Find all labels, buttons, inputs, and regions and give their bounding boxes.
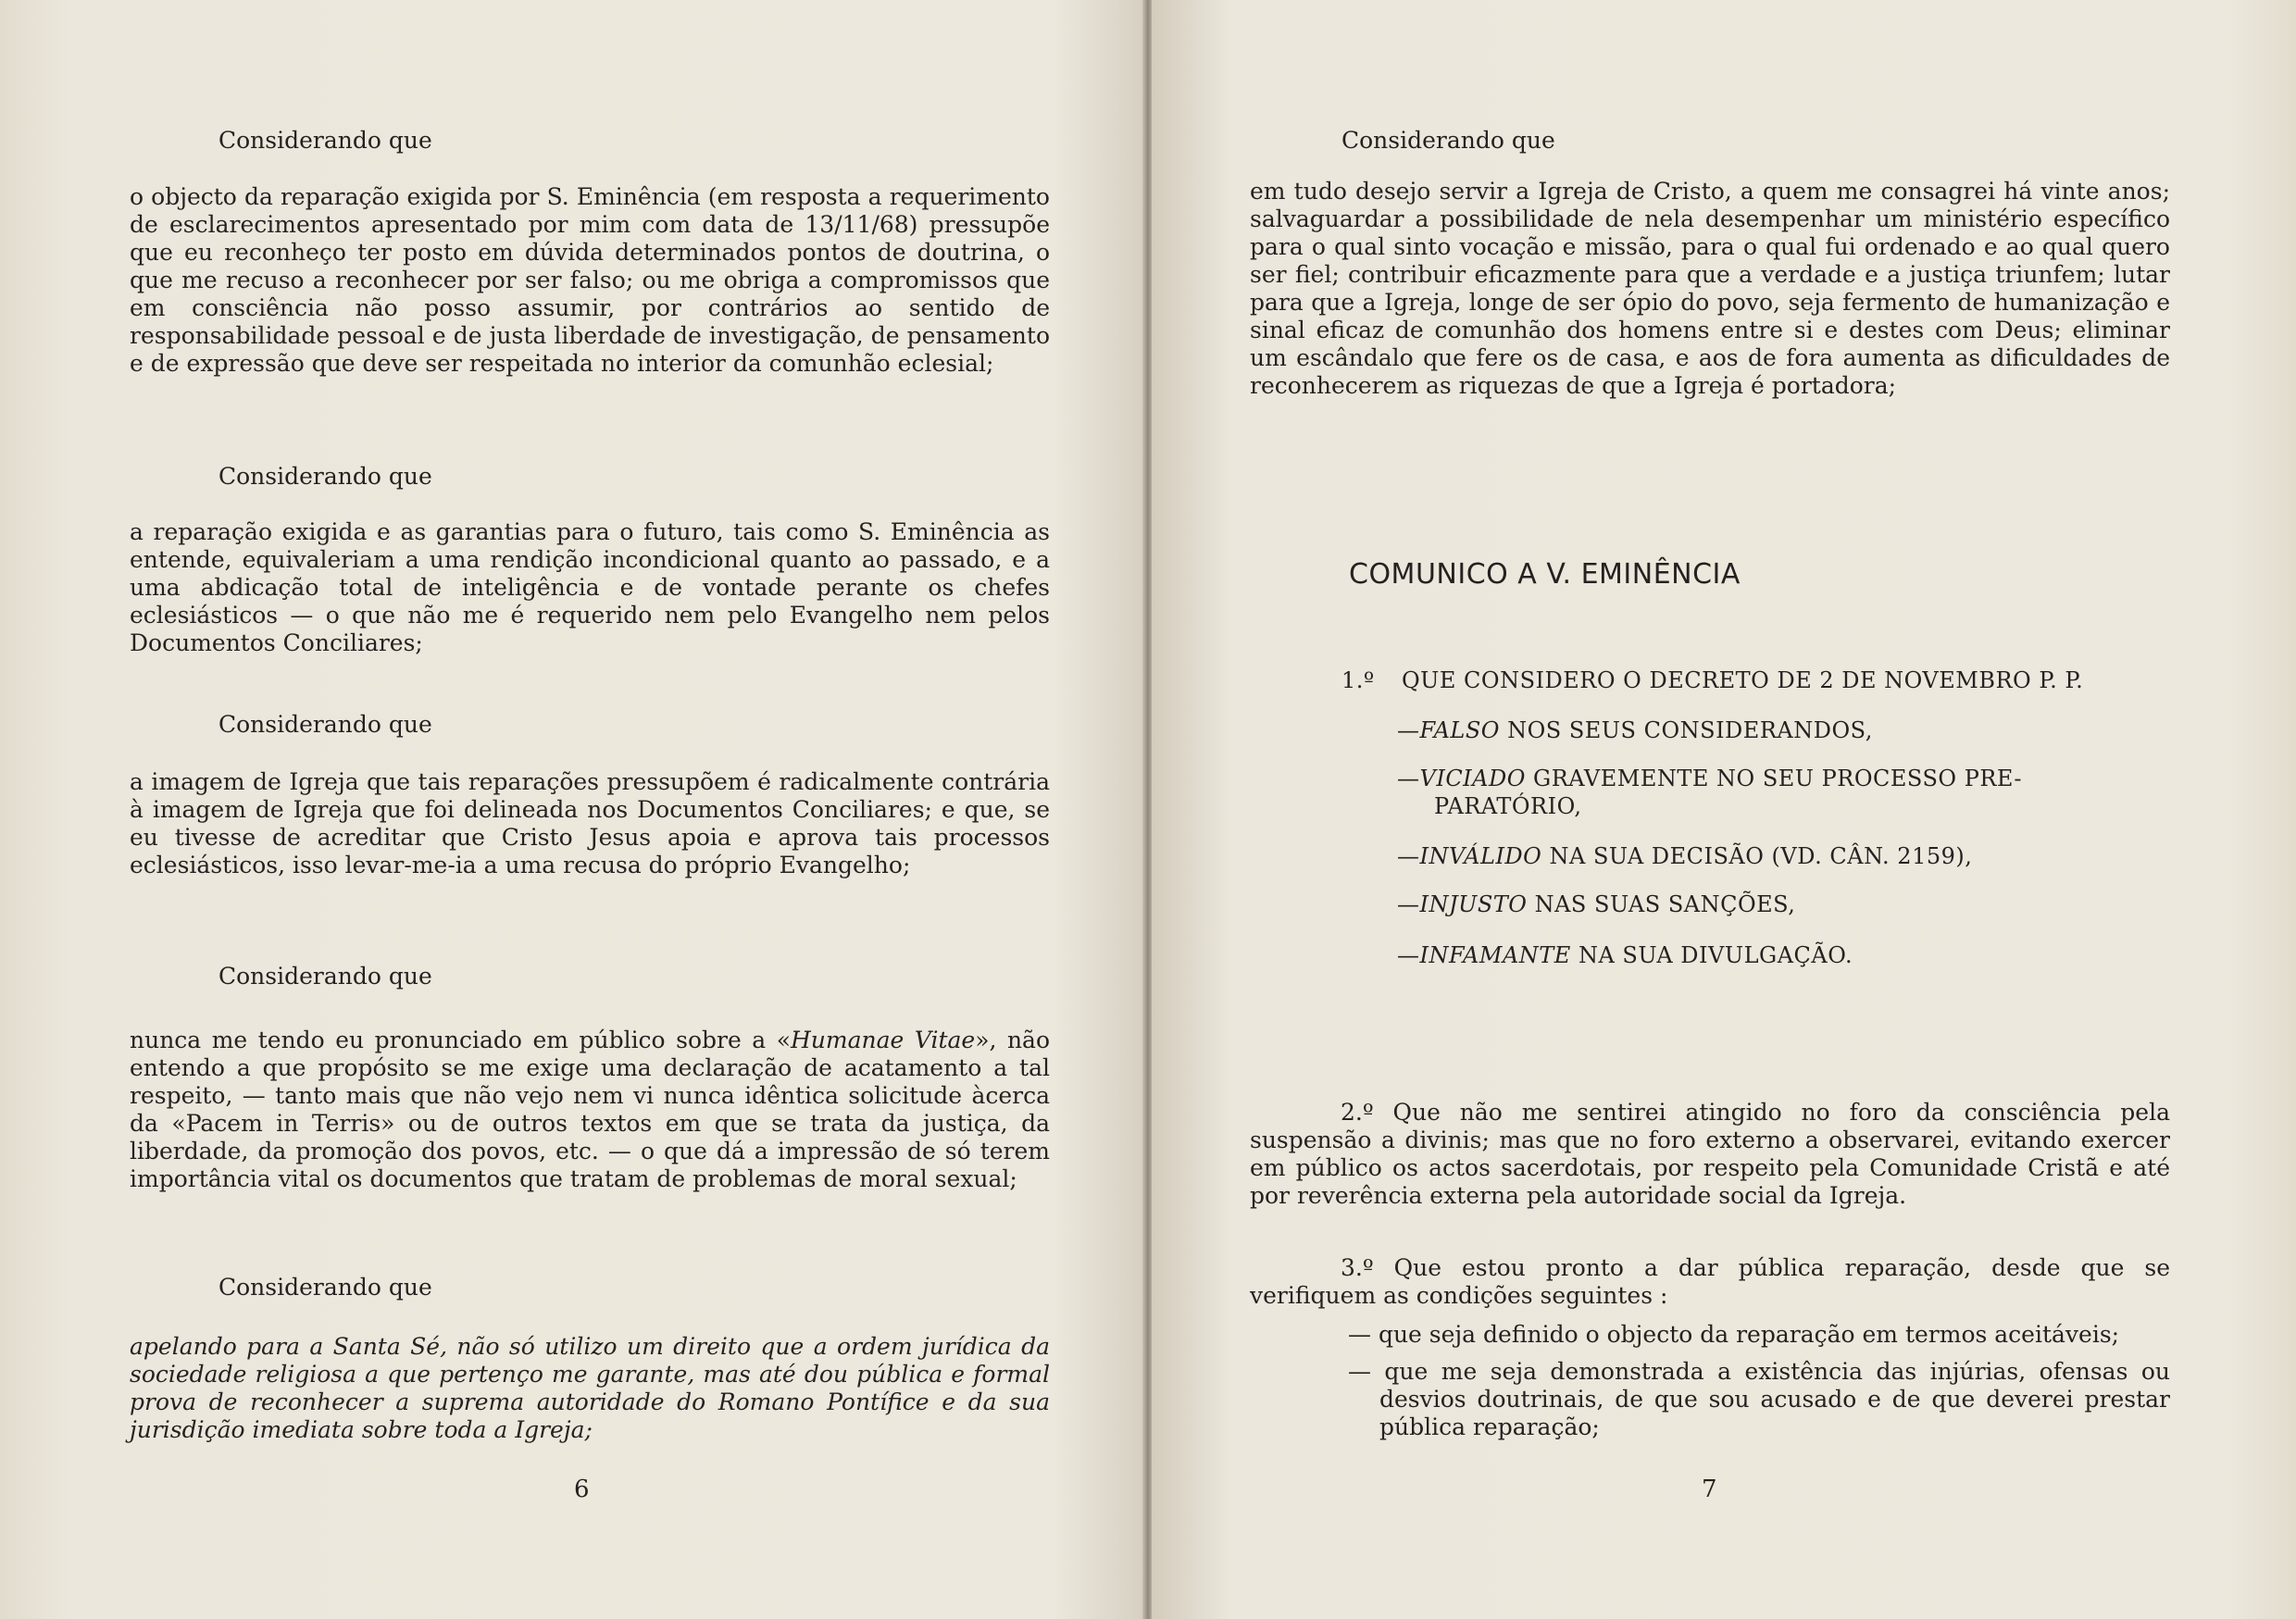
section-title: COMUNICO A V. EMINÊNCIA (1349, 558, 1741, 591)
point-2: 2.º Que não me sentirei atingido no foro da consciência pela suspensão a divinis; mas que no foro externo a observarei, evitando exercer em público os actos sacerdotais, por respeito pela Comunidade Cristã e até por reverência externa pela autoridade social da Igreja. (1250, 1099, 2170, 1209)
considerando-text-5: apelando para a Santa Sé, não só utilizo um direito que a ordem jurídica da sociedade religiosa a que pertenço me garante, mas até dou pública e formal prova de reconhecer a suprema autoridade do Romano Pontífice e da sua jurisdição imediata sobre toda a Igreja; (130, 1333, 1050, 1443)
point-1-item-injusto: —INJUSTO NAS SUAS SANÇÕES, (1397, 891, 1796, 917)
considerando-text-2: a reparação exigida e as garantias para o futuro, tais como S. Eminência as entende, equivaleriam a uma rendição incondicional quanto ao passado, e a uma abdicação total de inteligência e de vontade perante os chefes eclesiásticos — o que não me é requerido nem pelo Evangelho nem pelos Documentos Conciliares; (130, 518, 1050, 656)
text-4-part-b: », não entendo a que propósito se me exige uma declaração de acatamento a tal respeito, — tanto mais que não vejo nem vi nunca idêntica solicitude àcerca da «Pacem in Terris» ou de outros textos em que se trata da justiça, da liberdade, da promoção dos povos, etc. — o que dá a impressão de só terem importância vital os documentos que tratam de problemas de moral sexual; (130, 1027, 1051, 1192)
left-page (0, 0, 1144, 1619)
considerando-text-1: o objecto da reparação exigida por S. Eminência (em resposta a requerimento de esclarecimentos apresentado por mim com data de 13/11/68) pressupõe que eu reconheço ter posto em dúvida determinados pontos de doutrina, o que me recuso a reconhecer por ser falso; ou me obriga a compromissos que em consciência não posso assumir, por contrários ao sentido de responsabilidade pessoal e de justa liberdade de investigação, de pensamento e de expressão que deve ser respeitada no interior da comunhão eclesial; (130, 183, 1050, 377)
point-1-item-viciado: —VICIADO GRAVEMENTE NO SEU PROCESSO PRE- (1397, 766, 2022, 791)
right-page (1152, 0, 2296, 1619)
considerando-text-3: a imagem de Igreja que tais reparações pressupõem é radicalmente contrária à imagem de Igreja que foi delineada nos Documentos Conciliares; e que, se eu tivesse de acreditar que Cristo Jesus apoia e aprova tais processos eclesiásticos, isso levar-me-ia a uma recusa do próprio Evangelho; (130, 768, 1050, 878)
humanae-vitae-title: Humanae Vitae (791, 1027, 976, 1053)
point-1-number: 1.º (1341, 667, 1375, 693)
considerando-heading-2: Considerando que (218, 463, 432, 490)
considerando-text-4 (130, 1027, 1050, 1193)
text-4-part-a: nunca me tendo eu pronunciado em público sobre a « (130, 1027, 791, 1053)
page-number-right: 7 (1702, 1476, 1717, 1503)
considerando-heading-4: Considerando que (218, 963, 432, 990)
considerando-heading-6: Considerando que (1341, 127, 1555, 154)
considerando-text-6: em tudo desejo servir a Igreja de Cristo, a quem me consagrei há vinte anos; salvaguardar a possibilidade de nela desempenhar um ministério específico para o qual sinto vocação e missão, para o qual fui ordenado e ao qual quero ser fiel; contribuir eficazmente para que a verdade e a justiça triunfem; lutar para que a Igreja, longe de ser ópio do povo, seja fermento de humanização e sinal eficaz de comunhão dos homens entre si e destes com Deus; eliminar um escândalo que fere os de casa, e aos de fora aumenta as dificuldades de reconhecerem as riquezas de que a Igreja é portadora; (1250, 178, 2170, 399)
point-3: 3.º Que estou pronto a dar pública reparação, desde que se verifiquem as condições seguintes : (1250, 1254, 2170, 1309)
considerando-heading-3: Considerando que (218, 711, 432, 738)
point-1-item-infamante: —INFAMANTE NA SUA DIVULGAÇÃO. (1397, 942, 1853, 968)
point-1-item-viciado-cont: PARATÓRIO, (1434, 793, 1582, 819)
point-3-item-2: — que me seja demonstrada a existência das injúrias, ofensas ou desvios doutrinais, de que sou acusado e de que deverei prestar pública reparação; (1348, 1358, 2170, 1440)
point-1-text: QUE CONSIDERO O DECRETO DE 2 DE NOVEMBRO P. P. (1402, 667, 2084, 693)
considerando-heading-1: Considerando que (218, 127, 432, 154)
point-1-item-falso: —FALSO NOS SEUS CONSIDERANDOS, (1397, 717, 1873, 743)
show-through-text (722, 130, 730, 156)
point-1-item-invalido: —INVÁLIDO NA SUA DECISÃO (VD. CÂN. 2159), (1397, 843, 1973, 869)
point-3-item-1: — que seja definido o objecto da reparação em termos aceitáveis; (1348, 1321, 2120, 1348)
page-number-left: 6 (574, 1476, 590, 1503)
considerando-heading-5: Considerando que (218, 1274, 432, 1301)
